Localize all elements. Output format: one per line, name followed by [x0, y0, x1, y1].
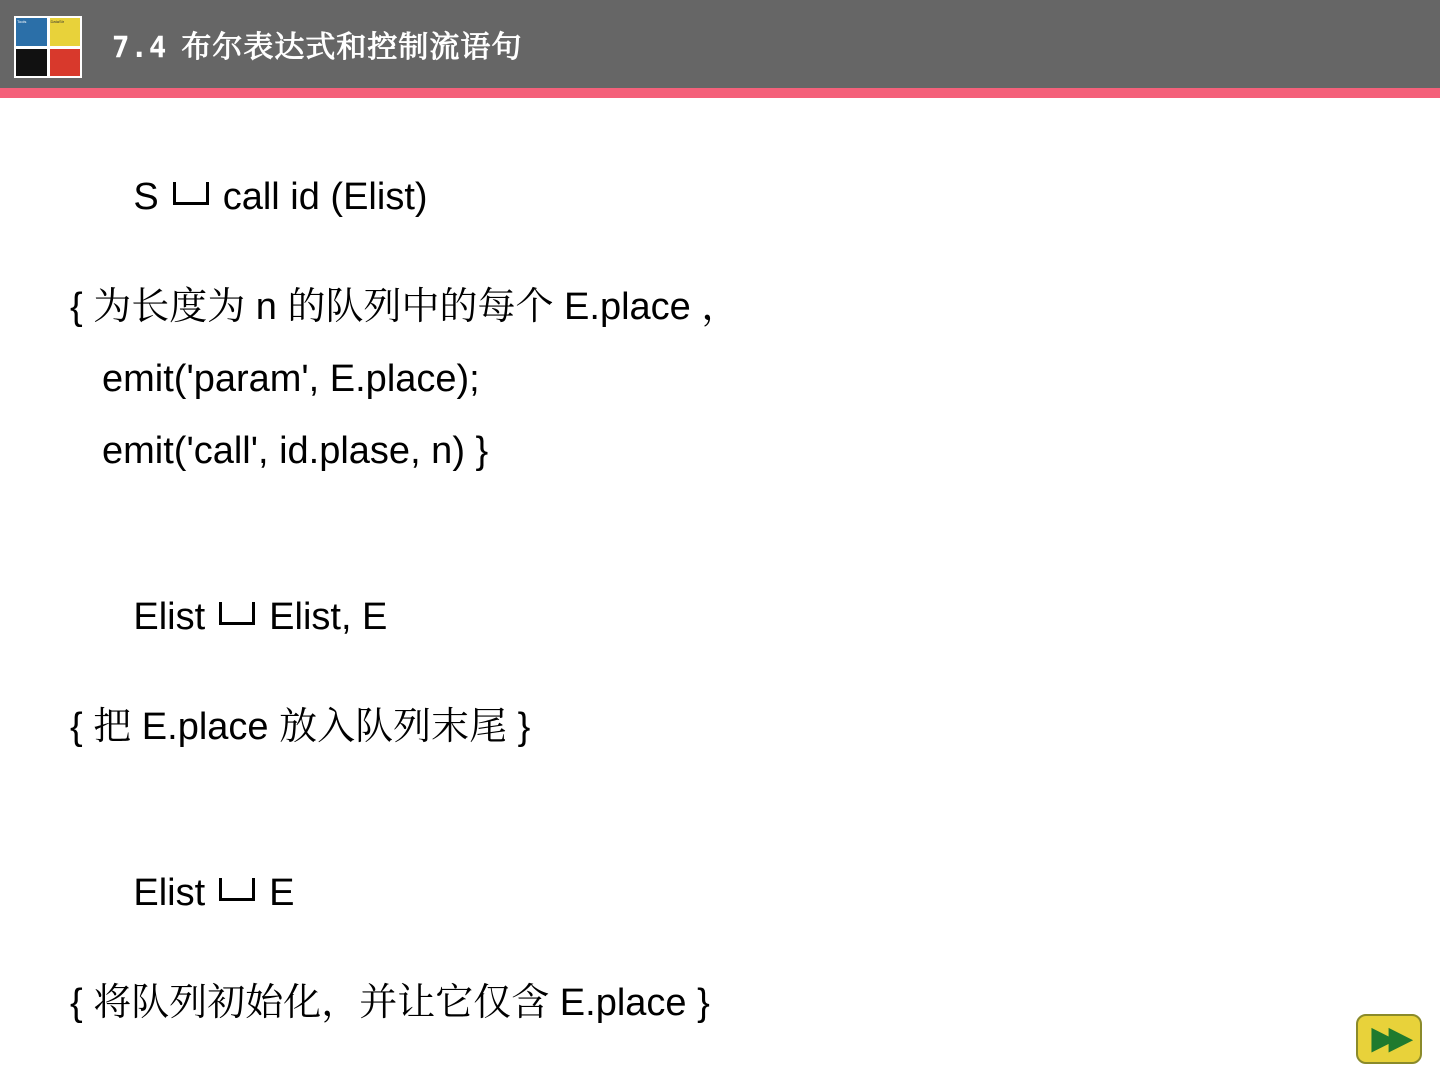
production-body-elist-list: Elist, E: [269, 596, 388, 638]
nonterminal-elist-2: Elist: [133, 872, 206, 914]
production-body-call: call id (Elist): [222, 176, 428, 218]
logo-tile-4: [50, 49, 81, 77]
semantic-action-call-2: emit('param', E.place);: [102, 358, 480, 400]
logo-tile-1-label: Tools: [17, 19, 27, 24]
next-slide-button[interactable]: [1356, 1014, 1422, 1064]
logo-tile-2-label: DataStr: [50, 19, 65, 24]
production-head-call: [133, 178, 427, 216]
header-bar: [0, 0, 1440, 88]
section-title: 布尔表达式和控制流语句: [181, 31, 523, 64]
block-spacer-1: [70, 504, 1370, 560]
logo-tile-3: [16, 49, 47, 77]
logo-tile-1: [16, 18, 47, 46]
production-body-elist-e: E: [269, 872, 295, 914]
nonterminal-elist: Elist: [133, 596, 206, 638]
block-spacer-2: [70, 780, 1370, 836]
section-number: 7.4: [112, 30, 168, 64]
puzzle-logo-icon: [14, 16, 82, 78]
produces-arrow-icon: [219, 878, 255, 901]
semantic-action-elist2-1: { 将队列初始化，并让它仅含 E.place }: [70, 982, 710, 1024]
slide-content: [70, 140, 1370, 1056]
next-arrow-icon: ▶▶: [1371, 1022, 1407, 1055]
nonterminal-s: S: [133, 176, 159, 218]
production-head-elist-2: [133, 874, 294, 912]
header-divider: [0, 88, 1440, 98]
semantic-action-call-1: { 为长度为 n 的队列中的每个 E.place ，: [70, 286, 740, 328]
produces-arrow-icon: [173, 182, 209, 205]
production-rule-call: [70, 140, 1370, 254]
semantic-action-elist-1: { 把 E.place 放入队列末尾 }: [70, 706, 531, 748]
production-rule-elist-e: [70, 836, 1370, 950]
production-rule-elist-list: [70, 560, 1370, 674]
production-head-elist: [133, 598, 387, 636]
produces-arrow-icon: [219, 602, 255, 625]
page-title: [112, 22, 522, 66]
logo-tile-2: [50, 18, 81, 46]
semantic-action-call-3: emit('call', id.plase, n) }: [102, 430, 489, 472]
